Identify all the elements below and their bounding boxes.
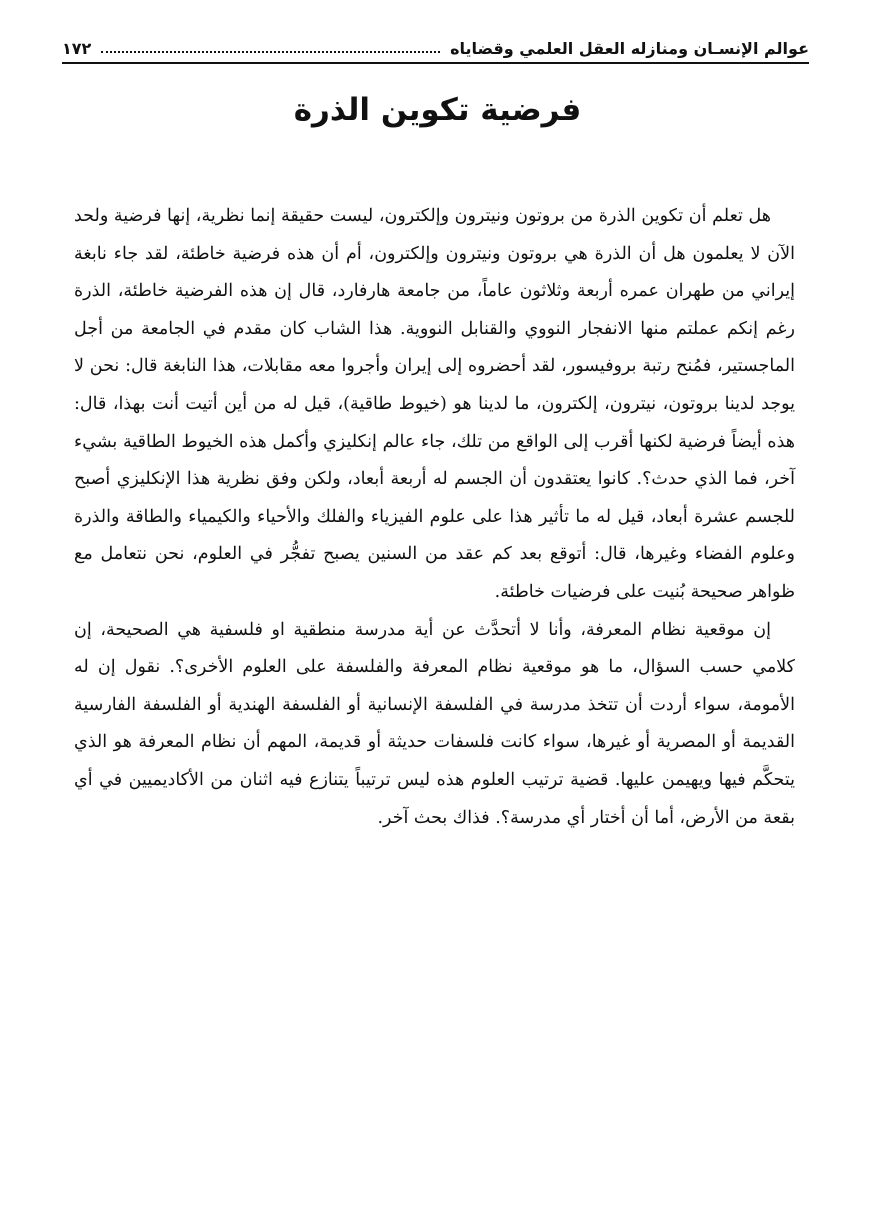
header-title: عوالم الإنسـان ومنازله العقل العلمي وقضاياه (450, 38, 809, 58)
header-dotted-leader (101, 51, 440, 53)
chapter-title: فرضية تكوين الذرة (293, 92, 582, 128)
page-number: ١٧٢ (62, 38, 92, 58)
body-text (74, 198, 795, 837)
running-header (62, 34, 809, 64)
paragraph: إن موقعية نظام المعرفة، وأنا لا أتحدَّث عن أية مدرسة منطقية او فلسفية هي الصحيحة، إن كلامي حسب السؤال، ما هو موقعية نظام المعرفة والفلسفة على العلوم الأخرى؟. نقول إن له الأمومة، سواء أردت أن تتخذ مدرسة في الفلسفة الإنسانية أو الفلسفة الهندية أو الفلسفة الفارسية القديمة أو المصرية أو غيرها، سواء كانت فلسفات حديثة أو قديمة، المهم أن نظام المعرفة هو الذي يتحكَّم فيها ويهيمن عليها. قضية ترتيب العلوم هذه ليس ترتيباً يتنازع فيه اثنان من الأكاديميين في أي بقعة من الأرض، أما أن أختار أي مدرسة؟. فذاك بحث آخر. (74, 619, 795, 828)
paragraph: هل تعلم أن تكوين الذرة من بروتون ونيترون وإلكترون، ليست حقيقة إنما نظرية، إنها فرضية ولحد الآن لا يعلمون هل أن الذرة هي بروتون ونيترون وإلكترون، أم أن هذه فرضية خاطئة، لقد جاء نابغة إيراني من طهران عمره أربعة وثلاثون عاماً، من جامعة هارفارد، قال إن هذه الفرضية خاطئة، الذرة رغم إنكم عملتم منها الانفجار النووي والقنابل النووية. هذا الشاب كان مقدم في الجامعة من أجل الماجستير، فمُنح رتبة بروفيسور، لقد أحضروه إلى إيران وأجروا معه مقابلات، هذا النابغة قال: نحن لا يوجد لدينا بروتون، نيترون، إلكترون، ما لدينا هو (خيوط طاقية)، قيل له من أين أتيت أنت بهذا، قال: هذه أيضاً فرضية لكنها أقرب إلى الواقع من تلك، جاء عالم إنكليزي وأكمل هذه الخيوط الطاقية بشيء آخر، فما الذي حدث؟. كانوا يعتقدون أن الجسم له أربعة أبعاد، ولكن وفق نظرية هذا الإنكليزي أصبح للجسم عشرة أبعاد، قيل له ما تأثير هذا على علوم الفيزياء والفلك والأحياء والكيمياء والطاقة والذرة وعلوم الفضاء وغيرها، قال: أتوقع بعد كم عقد من السنين يصبح تفجُّر في العلوم، نحن نتعامل مع ظواهر صحيحة بُنيت على فرضيات خاطئة. (74, 206, 795, 602)
